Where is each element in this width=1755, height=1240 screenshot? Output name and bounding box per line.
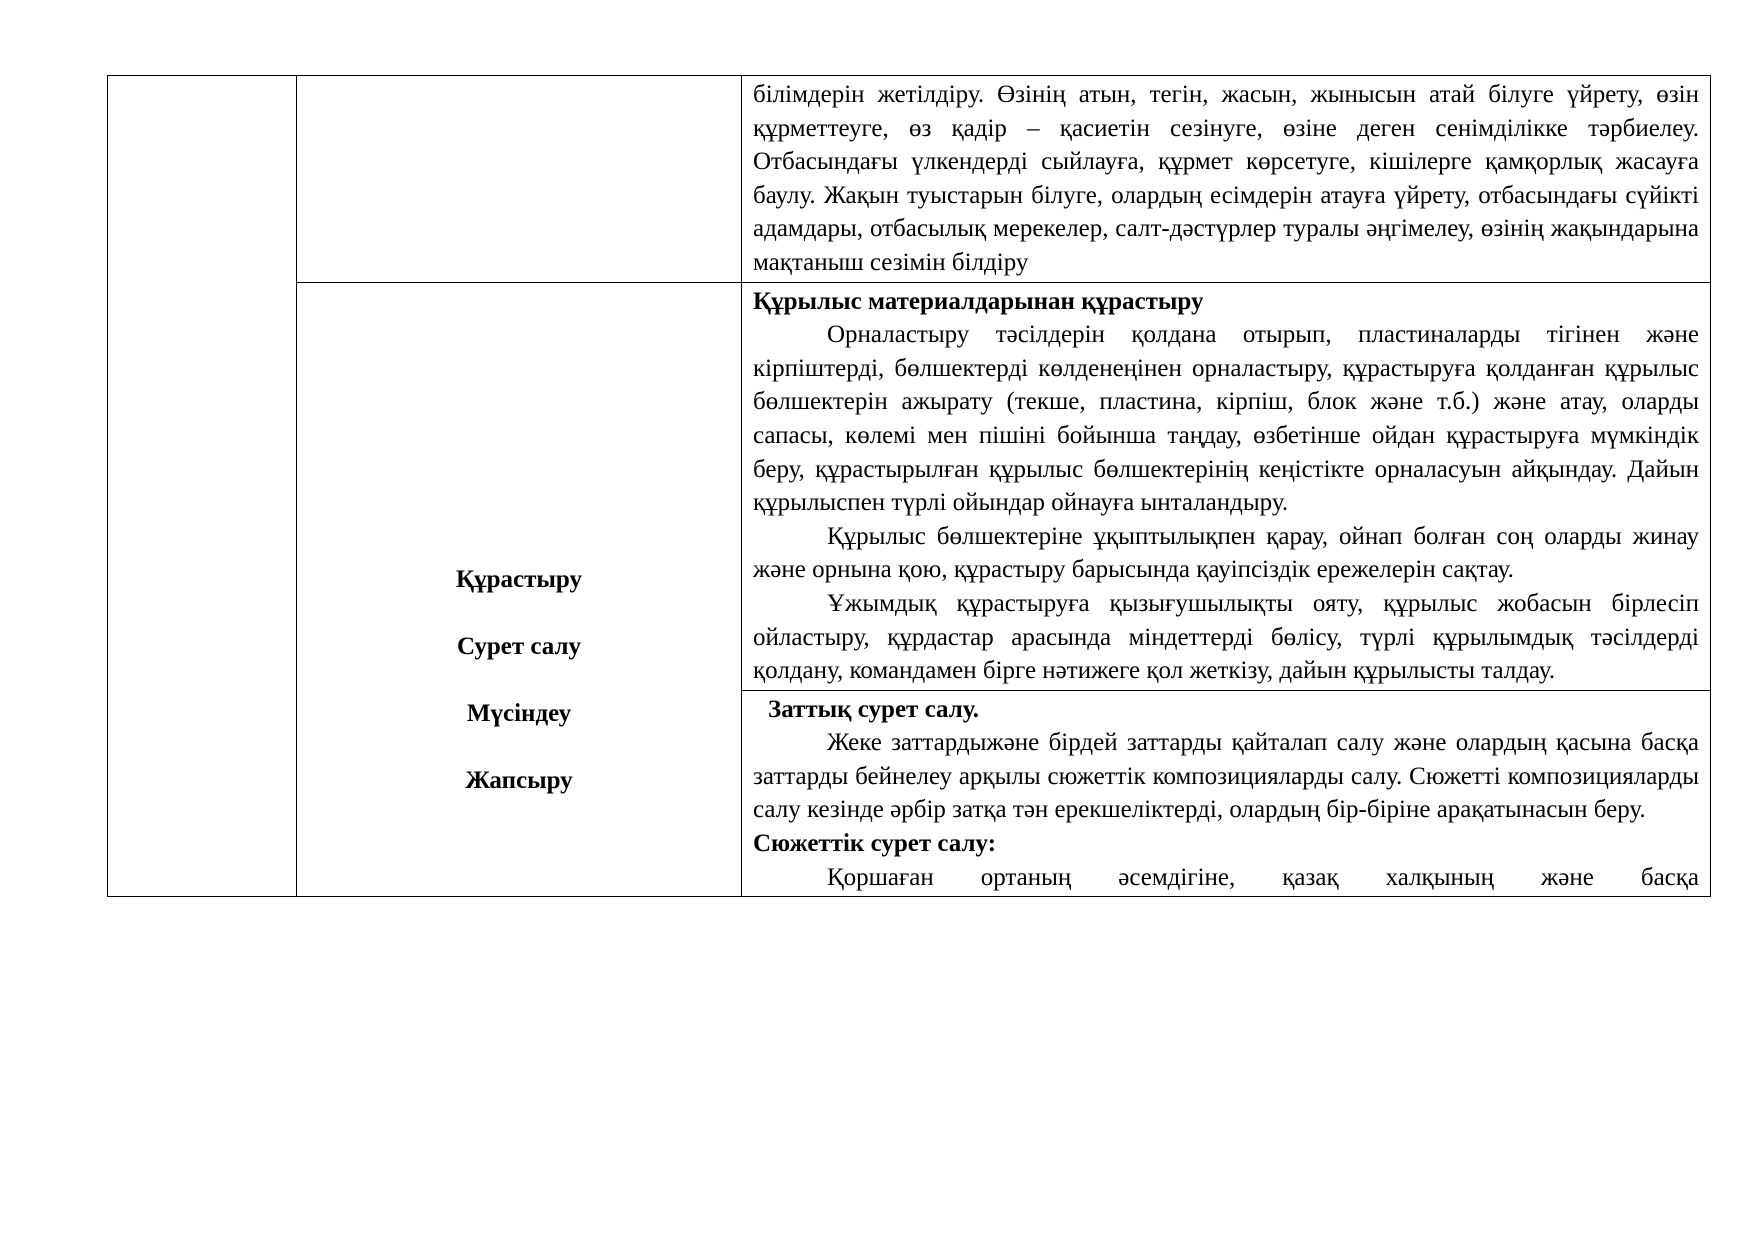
activity-applique: Жапсыру	[465, 766, 573, 794]
construction-content-cell	[742, 282, 1711, 690]
table-row-family	[108, 76, 1711, 283]
activity-construction: Құрастыру	[455, 565, 582, 593]
table-row-construction	[108, 282, 1711, 690]
plot-drawing-heading: Сюжеттік сурет салу:	[753, 830, 997, 858]
plot-drawing-paragraph: Қоршаған ортаның әсемдігіне, қазақ халқының және басқа	[827, 863, 1699, 891]
construction-paragraph-2: Құрылыс бөлшектеріне ұқыптылықпен қарау, ойнап болған соң оларды жинау және орнына қою, құрастыру барысында қауіпсіздік ережелерін сақтау.	[753, 522, 1699, 584]
activity-modeling: Мүсіндеу	[466, 699, 572, 727]
family-content-cell	[742, 76, 1711, 283]
object-drawing-paragraph: Жеке заттардыжәне бірдей заттарды қайталап салу және олардың қасына басқа заттарды бейнелеу арқылы сюжеттік композицияларды салу. Сюжетті композицияларды салу кезінде әрбір затқа тән ерекшеліктерді, олардың бір-біріне арақатынасын беру.	[753, 729, 1699, 824]
activity-cell-empty	[297, 76, 742, 283]
curriculum-table	[107, 75, 1711, 897]
area-cell	[108, 76, 297, 897]
construction-heading: Құрылыс материалдарынан құрастыру	[753, 287, 1204, 315]
construction-paragraph-3: Ұжымдық құрастыруға қызығушылықты ояту, құрылыс жобасын бірлесіп ойластыру, құрдастар арасында міндеттерді бөлісу, түрлі құрылымдық тәсілдерді қолдану, командамен бірге нәтижеге қол жеткізу, дайын құрылысты талдау.	[753, 589, 1699, 685]
construction-paragraph-1: Орналастыру тәсілдерін қолдана отырып, пластиналарды тігінен және кірпіштерді, бөлшектерді көлденеңінен орналастыру, құрастыруға қолданған құрылыс бөлшектерін ажырату (текше, пластина, кірпіш, блок және т.б.) және атау, оларды сапасы, көлемі мен пішіні бойынша таңдау, өзбетінше ойдан құрастыруға мүмкіндік беру, құрастырылған құрылыс бөлшектерінің кеңістікте орналасуын айқындау. Дайын құрылыспен түрлі ойындар ойнауға ынталандыру.	[753, 321, 1699, 517]
activity-drawing: Сурет салу	[456, 632, 582, 660]
activity-list-cell	[297, 282, 742, 897]
family-paragraph: білімдерін жетілдіру. Өзінің атын, тегін, жасын, жынысын атай білуге үйрету, өзін құрметтеуге, өз қадір – қасиетін сезінуге, өзіне деген сенімділікке тәрбиелеу. Отбасындағы үлкендерді сыйлауға, құрмет көрсетуге, кішілерге қамқорлық жасауға баулу. Жақын туыстарын білуге, олардың есімдерін атауға үйрету, отбасындағы сүйікті адамдары, отбасылық мерекелер, салт-дәстүрлер туралы әңгімелеу, өзінің жақындарына мақтаныш сезімін білдіру	[753, 81, 1699, 276]
activity-list	[297, 563, 741, 831]
object-drawing-heading: Заттық сурет салу.	[768, 695, 979, 723]
drawing-content-cell	[742, 690, 1711, 897]
